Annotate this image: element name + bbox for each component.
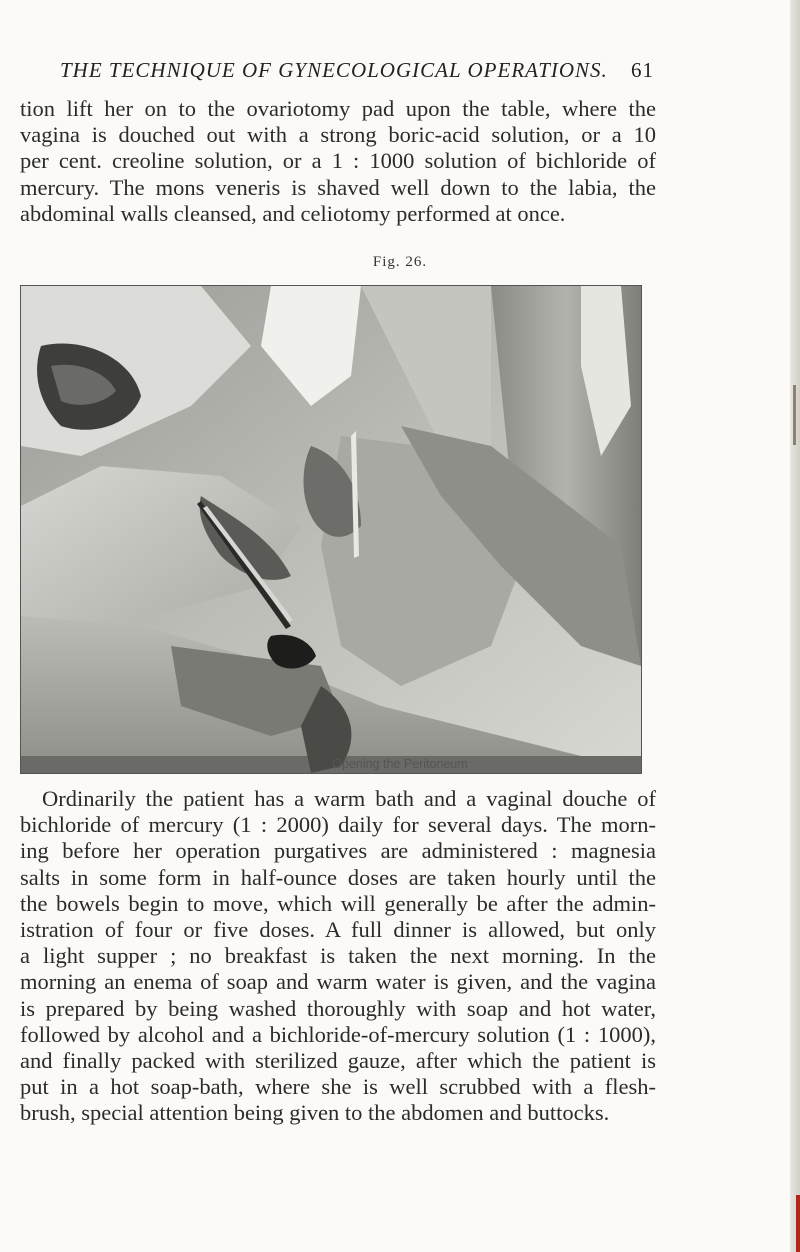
text-line: per cent. creoline solution, or a 1 : 1000 solution of bichloride of — [20, 148, 656, 174]
edge-red-mark — [796, 1195, 800, 1252]
running-head — [60, 58, 654, 88]
text-line: tion lift her on to the ovariotomy pad upon the table, where the — [20, 96, 656, 121]
text-line: mercury. The mons veneris is shaved well down to the labia, the — [20, 174, 656, 200]
paragraph-1 — [20, 96, 656, 227]
text-line: is prepared by being washed thoroughly with soap and hot water, — [20, 995, 656, 1021]
running-head-title: THE TECHNIQUE OF GYNECOLOGICAL OPERATIONS. — [60, 58, 608, 82]
text-line: Ordinarily the patient has a warm bath and a vaginal douche of — [42, 786, 656, 811]
text-line: put in a hot soap-bath, where she is well scrubbed with a flesh- — [20, 1074, 656, 1100]
text-line: abdominal walls cleansed, and celiotomy performed at once. — [20, 200, 566, 226]
figure-label: Fig. 26. — [372, 254, 428, 270]
text-line: vagina is douched out with a strong boric-acid solution, or a 10 — [20, 122, 656, 148]
text-line: ing before her operation purgatives are administered : magnesia — [20, 838, 656, 864]
surgical-photograph — [20, 285, 642, 774]
text-line: a light supper ; no breakfast is taken the next morning. In the — [20, 943, 656, 969]
edge-mark — [793, 385, 796, 445]
text-line: morning an enema of soap and warm water is given, and the vagina — [20, 969, 656, 995]
text-line: istration of four or five doses. A full dinner is allowed, but only — [20, 916, 656, 942]
text-line: brush, special attention being given to the abdomen and buttocks. — [20, 1100, 610, 1126]
paragraph-2 — [20, 786, 656, 1126]
figure-caption: Opening the Peritoneum — [332, 757, 468, 771]
page-edge — [790, 0, 800, 1252]
text-line: the bowels begin to move, which will generally be after the admin- — [20, 890, 656, 916]
text-line: bichloride of mercury (1 : 2000) daily for several days. The morn- — [20, 812, 656, 838]
text-line: followed by alcohol and a bichloride-of-mercury solution (1 : 1000), — [20, 1021, 656, 1047]
page-number: 61 — [631, 58, 654, 82]
text-line: salts in some form in half-ounce doses are taken hourly until the — [20, 864, 656, 890]
text-line: and finally packed with sterilized gauze, after which the patient is — [20, 1047, 656, 1073]
